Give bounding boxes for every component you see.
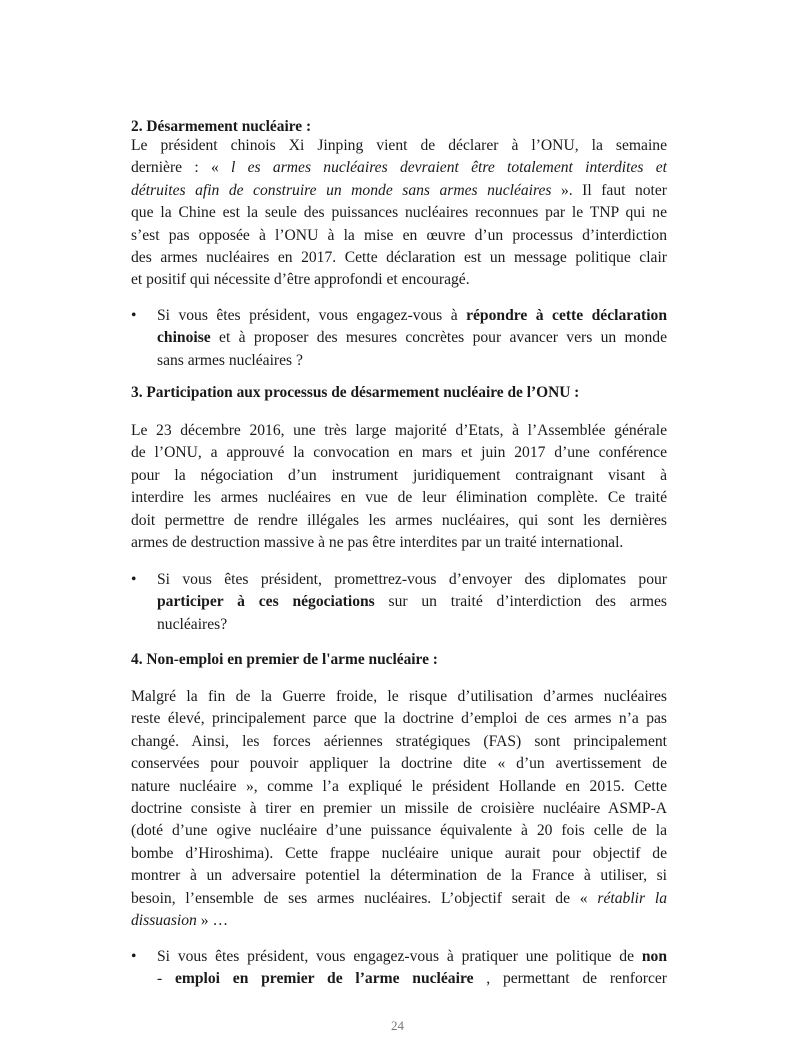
text-run: besoin, l’ensemble de ses armes nucléaires. L’objectif serait de « — [131, 889, 598, 907]
bullet-item — [157, 305, 667, 372]
bullet-icon: • — [131, 571, 137, 588]
paragraph — [131, 420, 667, 554]
text-line — [157, 327, 667, 349]
bullet-item — [157, 569, 667, 636]
text-line — [131, 820, 667, 842]
text-run: changé. Ainsi, les forces aériennes stratégiques (FAS) sont principalement — [131, 732, 667, 750]
paragraph — [131, 135, 667, 292]
text-run: Si vous êtes président, vous engagez-vous à — [157, 307, 467, 324]
italic-text: l es armes nucléaires devraient être totalement interdites et — [231, 159, 667, 177]
bullet-item — [157, 946, 667, 991]
text-line — [131, 382, 667, 404]
text-run: , permettant de renforcer — [473, 970, 667, 988]
text-run: doit permettre de rendre illégales les armes nucléaires, qui sont les dernières — [131, 511, 667, 529]
text-run: nucléaires? — [157, 615, 228, 633]
text-run: interdire les armes nucléaires en vue de leur élimination complète. Ce traité — [131, 489, 667, 507]
text-run: conservées pour pouvoir appliquer la doctrine dite « d’un avertissement de — [131, 755, 667, 773]
bold-text: participer à ces négociations — [157, 593, 375, 611]
text-run: et à proposer des mesures concrètes pour avancer vers un monde — [210, 329, 667, 347]
bold-text: non — [641, 948, 667, 965]
text-line — [131, 708, 667, 730]
text-line — [131, 202, 667, 224]
text-run: 4. Non-emploi en premier de l'arme nucléaire : — [131, 651, 438, 668]
text-run: ». Il faut noter — [551, 181, 667, 199]
text-run: (doté d’une ogive nucléaire d’une puissance équivalente à 20 fois celle de la — [131, 822, 667, 840]
text-run: Si vous êtes président, vous engagez-vous à pratiquer une politique de — [157, 948, 642, 965]
text-run: - — [157, 970, 175, 988]
text-line — [157, 350, 667, 372]
text-run: Malgré la fin de la Guerre froide, le risque d’utilisation d’armes nucléaires — [131, 688, 667, 705]
text-line — [131, 843, 667, 865]
text-line — [131, 798, 667, 820]
text-line — [157, 569, 667, 591]
text-line — [131, 532, 667, 554]
bold-text: chinoise — [157, 329, 211, 347]
text-run: reste élevé, principalement parce que la doctrine d’emploi de ces armes n’a pas — [131, 710, 667, 728]
bold-text: répondre à cette déclaration — [466, 307, 667, 324]
text-run: montrer à un adversaire potentiel la détermination de la France à utiliser, si — [131, 867, 667, 885]
italic-text: dissuasion — [131, 911, 197, 929]
page-number: 24 — [391, 1018, 404, 1033]
text-run: pour la négociation d’un instrument juridiquement contraignant visant à — [131, 466, 667, 484]
text-run: doctrine consiste à tirer en premier un missile de croisière nucléaire ASMP-A — [131, 799, 667, 817]
section-heading — [131, 649, 667, 671]
text-line — [157, 305, 667, 327]
text-run: sans armes nucléaires ? — [157, 351, 303, 369]
text-run: Le 23 décembre 2016, une très large majorité d’Etats, à l’Assemblée générale — [131, 422, 667, 439]
text-run: 3. Participation aux processus de désarmement nucléaire de l’ONU : — [131, 384, 580, 401]
text-line — [131, 888, 667, 910]
text-run: sur un traité d’interdiction des armes — [374, 593, 667, 611]
text-run: des armes nucléaires en 2017. Cette déclaration est un message politique clair — [131, 248, 667, 266]
text-run: armes de destruction massive à ne pas être interdites par un traité international. — [131, 533, 624, 551]
text-run: dernière : « — [131, 159, 232, 177]
bold-text: emploi en premier de l’arme nucléaire — [174, 970, 474, 988]
text-line — [131, 686, 667, 708]
text-line — [131, 225, 667, 247]
text-run: que la Chine est la seule des puissances nucléaires reconnues par le TNP qui ne — [131, 204, 667, 222]
text-line — [131, 510, 667, 532]
paragraph — [131, 686, 667, 932]
text-run: 2. Désarmement nucléaire : — [131, 118, 312, 135]
bullet-icon: • — [131, 948, 137, 965]
text-run: et positif qui nécessite d’être approfondi et encouragé. — [131, 271, 470, 289]
text-line — [157, 946, 667, 968]
bullet-icon: • — [131, 307, 137, 324]
text-line — [131, 157, 667, 179]
text-line — [157, 614, 667, 636]
text-line — [131, 649, 667, 671]
text-run: Le président chinois Xi Jinping vient de déclarer à l’ONU, la semaine — [131, 137, 667, 154]
text-run: Si vous êtes président, promettrez-vous d’envoyer des diplomates pour — [157, 571, 667, 588]
text-line — [131, 865, 667, 887]
text-line — [131, 420, 667, 442]
italic-text: rétablir la — [597, 889, 667, 907]
text-line — [131, 731, 667, 753]
text-run: bombe d’Hiroshima). Cette frappe nucléaire unique aurait pour objectif de — [131, 844, 667, 862]
text-run: de l’ONU, a approuvé la convocation en mars et juin 2017 d’une conférence — [131, 444, 667, 462]
text-line — [131, 135, 667, 157]
text-line — [131, 753, 667, 775]
text-run: nature nucléaire », comme l’a expliqué le président Hollande en 2015. Cette — [131, 777, 667, 795]
text-line — [131, 247, 667, 269]
text-line — [131, 269, 667, 291]
text-line — [131, 776, 667, 798]
text-line — [131, 465, 667, 487]
text-line — [131, 180, 667, 202]
section-heading — [131, 382, 667, 404]
text-run: » … — [196, 911, 229, 929]
italic-text: détruites afin de construire un monde sans armes nucléaires — [131, 181, 552, 199]
text-line — [131, 910, 667, 932]
text-line — [131, 442, 667, 464]
text-line — [157, 968, 667, 990]
text-line — [131, 487, 667, 509]
text-line — [157, 591, 667, 613]
text-run: s’est pas opposée à l’ONU à la mise en œuvre d’un processus d’interdiction — [131, 226, 667, 244]
